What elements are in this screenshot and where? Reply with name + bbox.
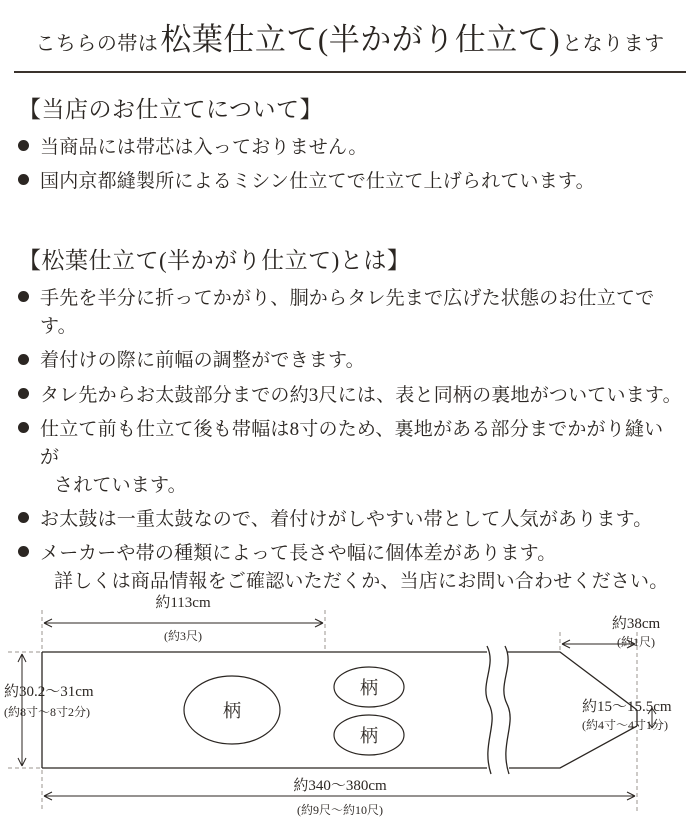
bullet-dot-icon	[18, 174, 29, 185]
bullet-dot-icon	[18, 388, 29, 399]
left-width-main: 約30.2〜31cm	[4, 684, 94, 700]
section-1-title: 【当店のお仕立てについて】	[18, 97, 324, 122]
bullet-dot-icon	[18, 140, 29, 151]
top-length-sub: (約3尺)	[164, 629, 202, 643]
page-title	[0, 0, 700, 69]
title-lead: こちらの帯は	[35, 33, 159, 55]
tip-width-sub: (約4寸〜4寸1分)	[582, 718, 668, 732]
list-item	[18, 506, 682, 534]
bullet-dot-icon	[18, 422, 29, 433]
list-item	[18, 347, 682, 375]
list-item-text: 仕立て前も仕立て後も帯幅は8寸のため、裏地がある部分までかがり縫いが	[40, 418, 664, 468]
pattern-label-2: 柄	[360, 678, 378, 698]
title-trail: となります	[562, 33, 665, 55]
pattern-label-1: 柄	[223, 701, 241, 721]
list-item-text: メーカーや帯の種類によって長さや幅に個体差があります。	[40, 543, 557, 565]
section-2-title: 【松葉仕立て(半かがり仕立て)とは】	[18, 248, 411, 274]
tip-width-main: 約15〜15.5cm	[582, 699, 672, 715]
right-length-main: 約38cm	[611, 616, 661, 632]
section-about-tailoring	[0, 91, 700, 596]
right-length-sub: (約1尺)	[617, 635, 655, 649]
header-divider	[14, 71, 686, 73]
total-length-main: 約340〜380cm	[293, 778, 387, 794]
list-item-text: 着付けの際に前幅の調整ができます。	[40, 350, 365, 372]
list-item	[18, 416, 682, 500]
title-emphasis: 松葉仕立て(半かがり仕立て)	[160, 22, 561, 57]
section-1-list	[18, 134, 682, 196]
obi-dimension-diagram	[0, 580, 700, 840]
section-2-list	[18, 285, 682, 596]
list-item-text-continued: 詳しくは商品情報をご確認いただくか、当店にお問い合わせください。	[54, 571, 669, 593]
list-item-text-continued: されています。	[54, 474, 187, 496]
list-item-text: タレ先からお太鼓部分までの約3尺には、表と同柄の裏地がついています。	[40, 384, 682, 406]
list-item-text: 国内京都縫製所によるミシン仕立てで仕立て上げられています。	[40, 171, 595, 193]
list-item	[18, 134, 682, 162]
list-item-text: 手先を半分に折ってかがり、胴からタレ先まで広げた状態のお仕立てです。	[40, 288, 655, 338]
list-item-text: 当商品には帯芯は入っておりません。	[40, 137, 368, 158]
bullet-dot-icon	[18, 354, 29, 365]
list-item	[18, 285, 682, 341]
list-item-text: お太鼓は一重太鼓なので、着付けがしやすい帯として人気があります。	[40, 508, 653, 530]
total-length-sub: (約9尺〜約10尺)	[297, 803, 383, 817]
bullet-dot-icon	[18, 291, 29, 302]
list-item	[18, 168, 682, 196]
list-item	[18, 382, 682, 410]
top-length-main: 約113cm	[155, 595, 211, 611]
bullet-dot-icon	[18, 546, 29, 557]
pattern-label-3: 柄	[360, 726, 378, 746]
left-width-sub: (約8寸〜8寸2分)	[4, 705, 90, 719]
bullet-dot-icon	[18, 512, 29, 523]
